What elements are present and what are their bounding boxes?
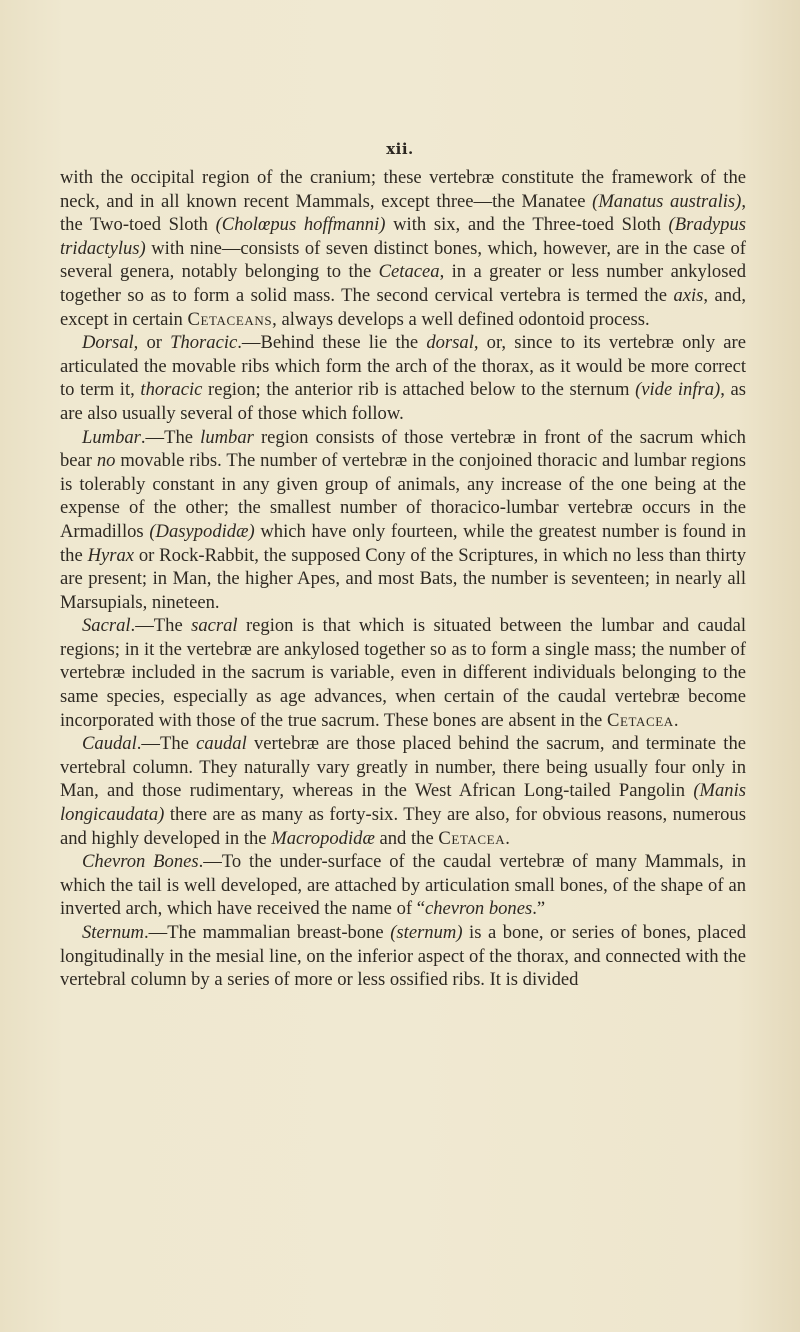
text-run: there are as many as forty-six. They are also, for obvious reasons, numerous and highly developed in the (60, 804, 746, 849)
text-run: and the (374, 827, 439, 849)
italic-term: thoracic (140, 379, 203, 401)
italic-term: axis (673, 284, 704, 306)
text-run: region consists of those vertebræ in front of the sacrum which bear (60, 426, 746, 472)
paragraph-lumbar (60, 426, 746, 615)
text-run: , the Two-toed Sloth (60, 190, 746, 236)
small-caps-term: Cetacea (438, 827, 506, 849)
text-run: .” (532, 898, 546, 920)
small-caps-term: Cetacea (606, 709, 674, 731)
text-run: . (505, 827, 510, 849)
text-run: , in a greater or less number ankylosed together so as to form a solid mass. The second cervical vertebra is termed the (60, 261, 746, 306)
italic-term: (Cholœpus hoffmanni) (215, 214, 386, 236)
italic-term: (Manatus australis) (592, 190, 742, 212)
italic-term: lumbar (200, 426, 254, 448)
text-run: with nine—consists of seven distinct bones, which, however, are in the case of several genera, notably belonging to the (60, 237, 746, 283)
text-run: , as are also usually several of those which follow. (60, 379, 746, 424)
text-run: .—The mammalian breast-bone (143, 922, 391, 943)
text-run: .—To the under-surface of the caudal vertebræ of many Mammals, in which the tail is well developed, are attached by articulation small bones, of the shape of an inverted arch, which have received the name of “ (60, 851, 746, 920)
text-run: , or, since to its vertebræ only are articulated the movable ribs which form the arch of the thorax, as it would be more correct to term it, (60, 332, 746, 401)
italic-term: Dorsal (82, 332, 134, 354)
text-run: , or (133, 332, 171, 354)
italic-term: sacral (191, 615, 238, 637)
text-run: with six, and the Three-toed Sloth (385, 214, 669, 236)
text-run: which have only fourteen, while the greatest number is found in the (60, 520, 746, 566)
italic-term: no (96, 450, 116, 472)
text-run: .—The (136, 733, 197, 755)
text-run: region is that which is situated between the lumbar and caudal regions; in it the vertebræ are ankylosed together so as to form a single mass; the number of vertebræ included in the sacrum is variable, even in different individuals belonging to the same species, especially as age advances, when certain of the caudal vertebræ become incorporated with those of the true sacrum. These bones are absent in the (60, 615, 746, 731)
text-run: region; the anterior rib is attached below to the sternum (202, 379, 636, 401)
italic-term: (Dasypodidæ) (149, 520, 255, 542)
italic-term: dorsal (426, 332, 474, 354)
text-run: vertebræ are those placed behind the sacrum, and terminate the vertebral column. They naturally vary greatly in number, there being usually four only in Man, and those rudimentary, whereas in the West African Long-tailed Pangolin (60, 733, 746, 802)
text-run: .—The (140, 426, 201, 448)
body-text (60, 166, 746, 992)
text-run: or Rock-Rabbit, the supposed Cony of the Scriptures, in which no less than thirty are present; in Man, the higher Apes, and most Bats, the number is seventeen; in nearly all Marsupials, nineteen. (60, 544, 746, 613)
paragraph-sacral (60, 614, 746, 732)
text-run: is a bone, or series of bones, placed longitudinally in the mesial line, on the inferior aspect of the thorax, and connected with the vertebral column by a series of more or less ossified ribs. It is divided (60, 922, 746, 991)
text-run: .—The (130, 615, 192, 637)
text-run: , always develops a well defined odontoid process. (272, 308, 650, 330)
italic-term: chevron bones (424, 898, 533, 920)
italic-term: (Manis longicaudata) (60, 780, 746, 826)
paragraph-caudal (60, 732, 746, 850)
page-number: xii. (386, 140, 414, 158)
text-run: with the occipital region of the cranium; these vertebræ constitute the framework of the neck, and in all known recent Mammals, except three—the Manatee (60, 167, 746, 212)
italic-term: Chevron Bones (82, 851, 199, 873)
italic-term: Caudal (82, 733, 137, 755)
italic-term: Lumbar (82, 426, 141, 448)
text-run: movable ribs. The number of vertebræ in the conjoined thoracic and lumbar regions is tolerably constant in any given group of animals, any increase of the one being at the expense of the other; the smallest number of thoracico-lumbar vertebræ occurs in the Armadillos (60, 450, 746, 542)
italic-term: (vide infra) (635, 379, 721, 401)
italic-term: (Bradypus tridactylus) (60, 214, 746, 259)
paragraph-sternum (60, 921, 746, 992)
italic-term: (sternum) (390, 922, 463, 943)
italic-term: Sacral (82, 615, 131, 637)
italic-term: caudal (196, 733, 247, 755)
italic-term: Cetacea (378, 261, 440, 283)
italic-term: Thoracic (170, 332, 238, 354)
text-run: , and, except in certain (60, 284, 746, 330)
paragraph-continuation (60, 166, 746, 331)
italic-term: Sternum (82, 922, 144, 943)
text-run: .—Behind these lie the (237, 332, 427, 354)
text-run: . (673, 709, 679, 731)
paragraph-chevron (60, 850, 746, 921)
italic-term: Macropodidæ (271, 827, 375, 849)
small-caps-term: Cetaceans (187, 308, 273, 330)
paragraph-dorsal (60, 331, 746, 425)
italic-term: Hyrax (87, 544, 135, 566)
